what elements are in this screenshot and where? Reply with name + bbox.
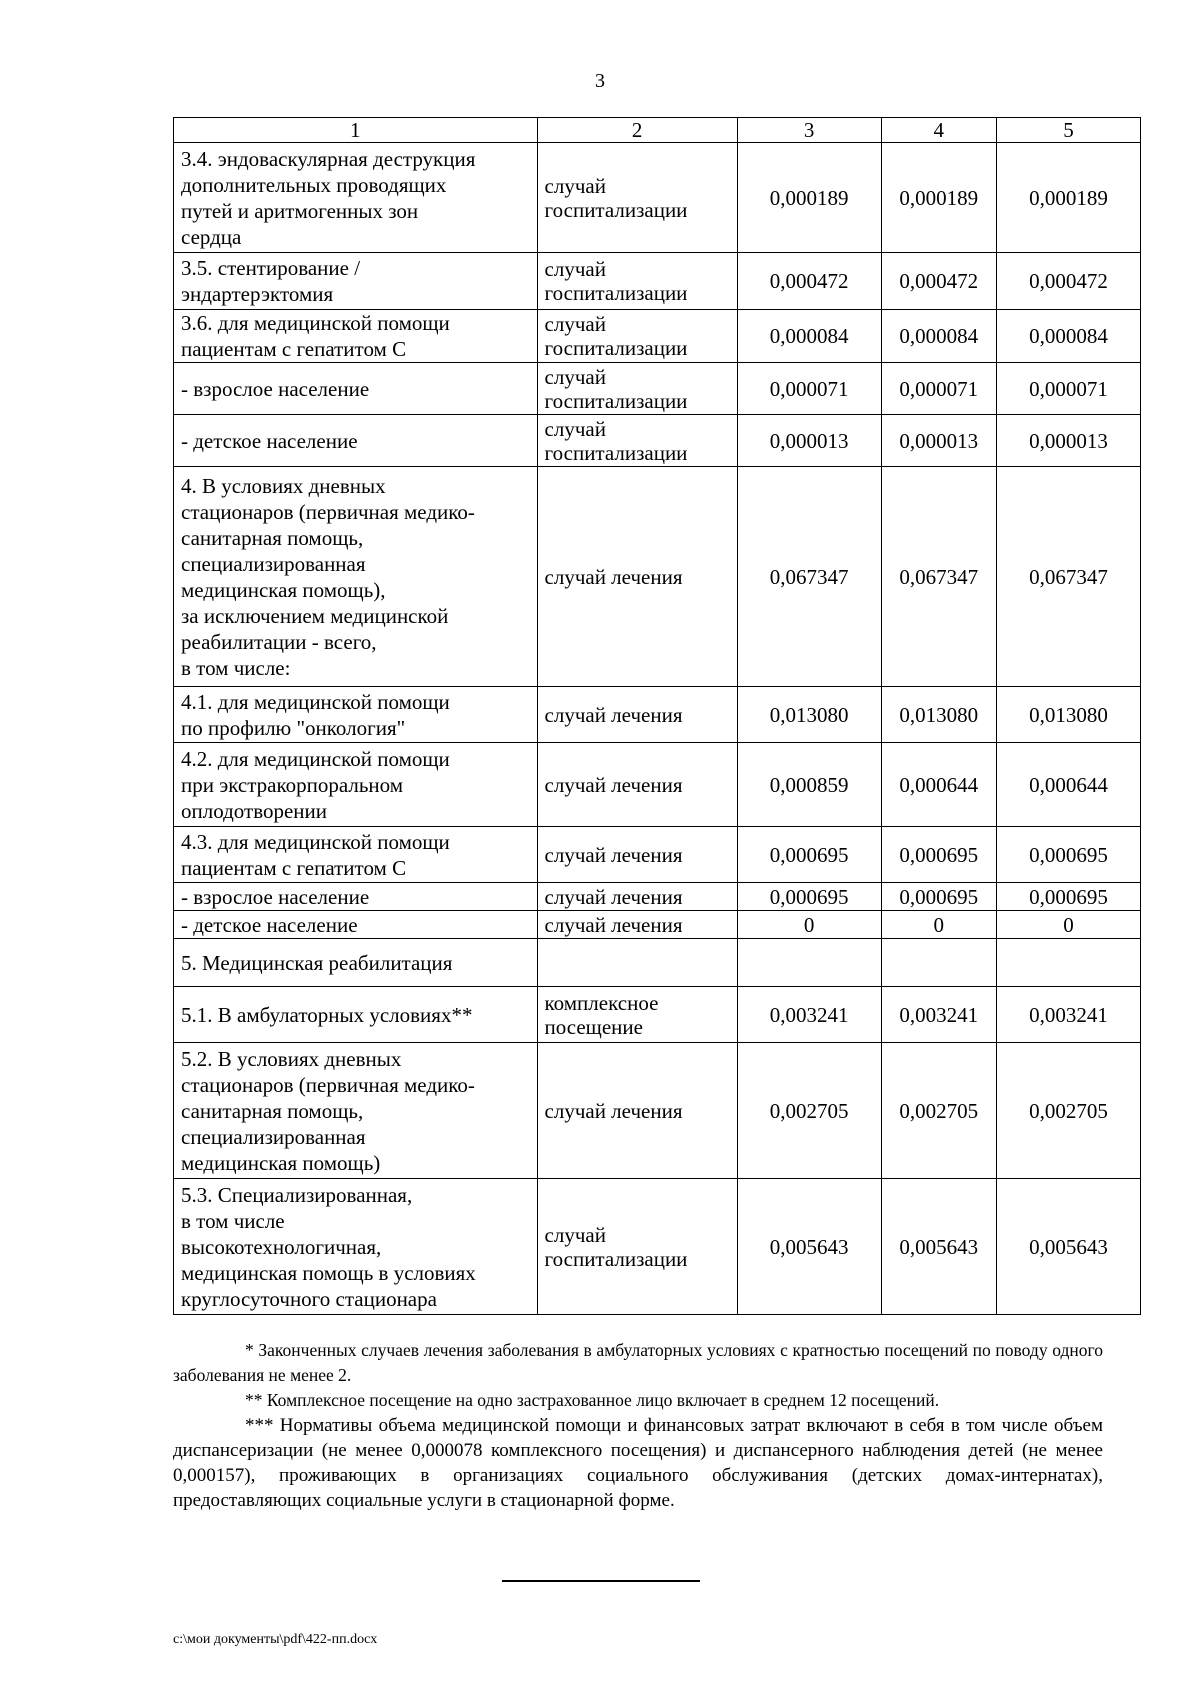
column-header: 1 — [174, 118, 538, 143]
row-value-col5: 0,000013 — [996, 415, 1140, 467]
row-value-col4: 0,000472 — [881, 253, 996, 310]
row-unit: случай госпитализации — [537, 143, 737, 253]
row-unit: случай госпитализации — [537, 1179, 737, 1315]
table-row — [174, 939, 1141, 987]
row-value-col5: 0,000695 — [996, 827, 1140, 883]
norms-table — [173, 117, 1141, 1315]
row-unit: случай лечения — [537, 911, 737, 939]
row-unit: случай лечения — [537, 743, 737, 827]
row-value-col3: 0,013080 — [737, 687, 881, 743]
row-value-col5 — [996, 939, 1140, 987]
row-value-col3: 0,000695 — [737, 883, 881, 911]
row-value-col5: 0,003241 — [996, 987, 1140, 1043]
row-value-col5: 0,000189 — [996, 143, 1140, 253]
separator-line — [502, 1580, 700, 1582]
row-value-col5: 0 — [996, 911, 1140, 939]
table-header-row — [174, 118, 1141, 143]
row-value-col4: 0,000695 — [881, 883, 996, 911]
page-number: 3 — [595, 70, 605, 92]
row-value-col3 — [737, 939, 881, 987]
row-value-col4: 0,000189 — [881, 143, 996, 253]
row-unit: случай госпитализации — [537, 415, 737, 467]
column-header: 3 — [737, 118, 881, 143]
row-name: 5. Медицинская реабилитация — [174, 939, 538, 987]
row-name: 4.1. для медицинской помощи по профилю "онкология" — [174, 687, 538, 743]
row-value-col3: 0,005643 — [737, 1179, 881, 1315]
row-value-col4: 0,000013 — [881, 415, 996, 467]
row-value-col3: 0,000013 — [737, 415, 881, 467]
row-value-col3: 0,000695 — [737, 827, 881, 883]
row-value-col4: 0,000071 — [881, 363, 996, 415]
row-name: 5.2. В условиях дневных стационаров (первичная медико- санитарная помощь, специализированная медицинская помощь) — [174, 1043, 538, 1179]
row-unit: случай госпитализации — [537, 310, 737, 363]
footnote-3: *** Нормативы объема медицинской помощи и финансовых затрат включают в себя в том числе объем диспансеризации (не менее 0,000078 комплексного посещения) и диспансерного наблюдения детей (не менее 0,000157), проживающих в организациях социального обслуживания (детских домах-интернатах), предоставляющих социальные услуги в стационарной форме. — [173, 1415, 1103, 1511]
row-unit: случай госпитализации — [537, 253, 737, 310]
row-unit: случай госпитализации — [537, 363, 737, 415]
row-value-col4 — [881, 939, 996, 987]
row-name: - взрослое население — [174, 363, 538, 415]
row-name: 5.1. В амбулаторных условиях** — [174, 987, 538, 1043]
row-value-col4: 0 — [881, 911, 996, 939]
row-name: 3.6. для медицинской помощи пациентам с гепатитом С — [174, 310, 538, 363]
footnote-2: ** Комплексное посещение на одно застрахованное лицо включает в среднем 12 посещений. — [245, 1390, 940, 1410]
footnote-1: * Законченных случаев лечения заболевания в амбулаторных условиях с кратностью посещений по поводу одного заболевания не менее 2. — [173, 1340, 1103, 1385]
file-path: c:\мои документы\pdf\422-пп.docx — [173, 1632, 378, 1647]
row-value-col3: 0,002705 — [737, 1043, 881, 1179]
table-row — [174, 467, 1141, 687]
row-value-col5: 0,000695 — [996, 883, 1140, 911]
row-value-col4: 0,003241 — [881, 987, 996, 1043]
row-value-col4: 0,000644 — [881, 743, 996, 827]
column-header: 4 — [881, 118, 996, 143]
column-header: 5 — [996, 118, 1140, 143]
row-value-col3: 0,000472 — [737, 253, 881, 310]
row-value-col5: 0,000084 — [996, 310, 1140, 363]
row-value-col5: 0,005643 — [996, 1179, 1140, 1315]
row-name: - взрослое население — [174, 883, 538, 911]
row-name: - детское население — [174, 911, 538, 939]
table-row — [174, 883, 1141, 911]
row-unit: случай лечения — [537, 827, 737, 883]
row-value-col3: 0,000859 — [737, 743, 881, 827]
row-value-col3: 0,000071 — [737, 363, 881, 415]
row-unit: случай лечения — [537, 467, 737, 687]
row-value-col5: 0,067347 — [996, 467, 1140, 687]
row-value-col4: 0,000084 — [881, 310, 996, 363]
row-value-col5: 0,002705 — [996, 1043, 1140, 1179]
table-row — [174, 310, 1141, 363]
row-name: - детское население — [174, 415, 538, 467]
row-unit: случай лечения — [537, 1043, 737, 1179]
row-value-col3: 0,000084 — [737, 310, 881, 363]
table-row — [174, 827, 1141, 883]
table-row — [174, 687, 1141, 743]
row-name: 3.5. стентирование / эндартерэктомия — [174, 253, 538, 310]
row-unit — [537, 939, 737, 987]
row-name: 5.3. Специализированная, в том числе высокотехнологичная, медицинская помощь в условиях круглосуточного стационара — [174, 1179, 538, 1315]
table-row — [174, 987, 1141, 1043]
row-value-col5: 0,000071 — [996, 363, 1140, 415]
table-row — [174, 143, 1141, 253]
row-name: 4.3. для медицинской помощи пациентам с гепатитом С — [174, 827, 538, 883]
footnotes — [173, 1338, 1103, 1513]
column-header: 2 — [537, 118, 737, 143]
row-value-col5: 0,000644 — [996, 743, 1140, 827]
row-value-col4: 0,002705 — [881, 1043, 996, 1179]
row-value-col5: 0,013080 — [996, 687, 1140, 743]
row-value-col3: 0,067347 — [737, 467, 881, 687]
row-value-col4: 0,000695 — [881, 827, 996, 883]
row-unit: случай лечения — [537, 687, 737, 743]
row-unit: случай лечения — [537, 883, 737, 911]
row-value-col4: 0,013080 — [881, 687, 996, 743]
row-value-col4: 0,067347 — [881, 467, 996, 687]
row-value-col3: 0 — [737, 911, 881, 939]
row-name: 4. В условиях дневных стационаров (первичная медико- санитарная помощь, специализированная медицинская помощь), за исключением медицинской реабилитации - всего, в том числе: — [174, 467, 538, 687]
row-name: 4.2. для медицинской помощи при экстракорпоральном оплодотворении — [174, 743, 538, 827]
row-name: 3.4. эндоваскулярная деструкция дополнительных проводящих путей и аритмогенных зон сердца — [174, 143, 538, 253]
row-value-col5: 0,000472 — [996, 253, 1140, 310]
row-value-col3: 0,000189 — [737, 143, 881, 253]
table-row — [174, 1043, 1141, 1179]
row-value-col4: 0,005643 — [881, 1179, 996, 1315]
table-row — [174, 743, 1141, 827]
table-row — [174, 911, 1141, 939]
table-row — [174, 1179, 1141, 1315]
row-value-col3: 0,003241 — [737, 987, 881, 1043]
row-unit: комплексное посещение — [537, 987, 737, 1043]
table-row — [174, 363, 1141, 415]
table-row — [174, 415, 1141, 467]
table-row — [174, 253, 1141, 310]
